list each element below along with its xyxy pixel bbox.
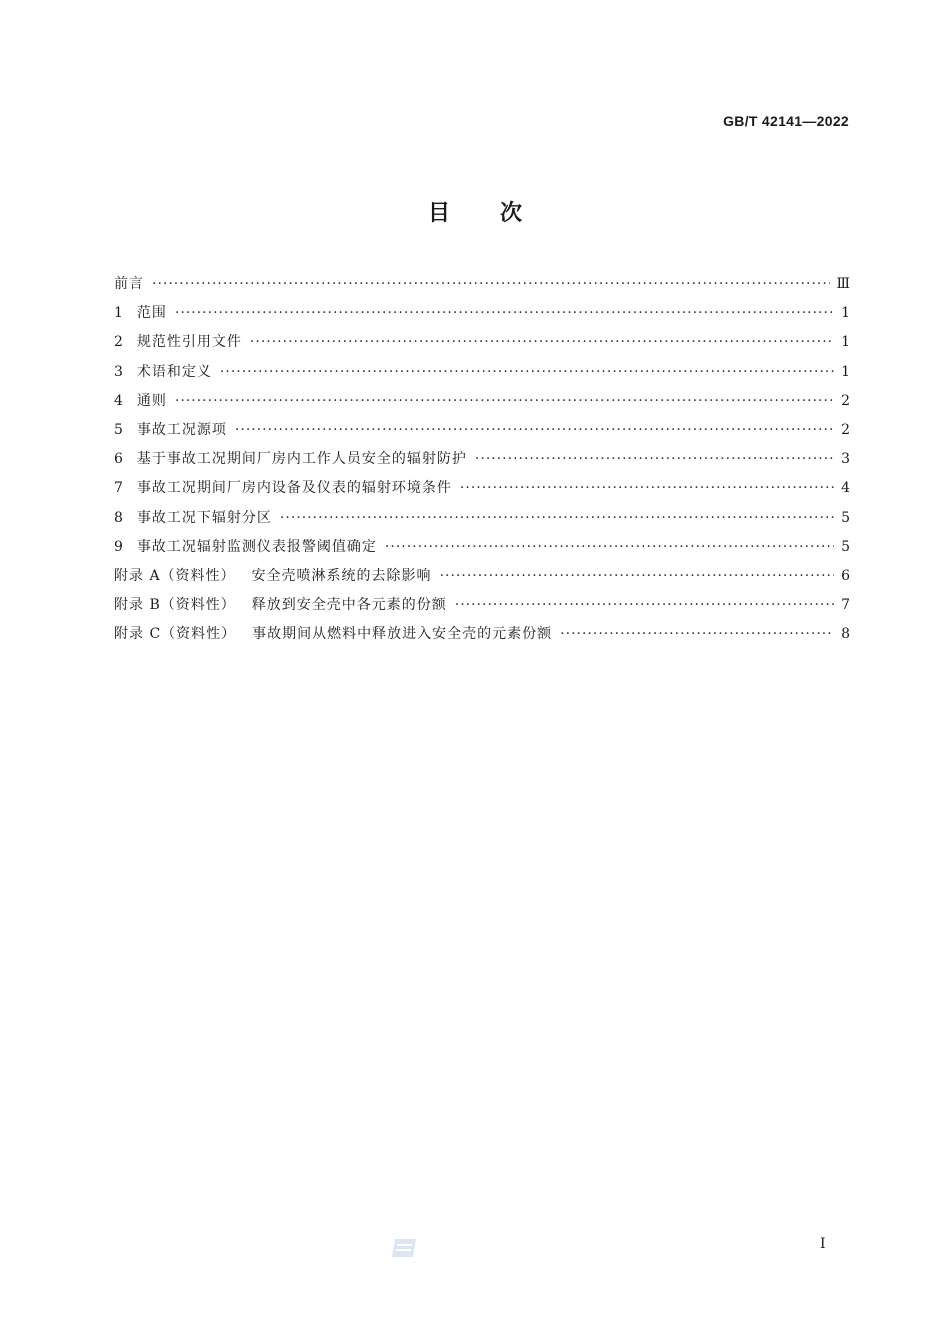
toc-entry-page: 6 — [841, 567, 850, 584]
toc-entry-9[interactable] — [114, 533, 850, 562]
toc-entry-page: 5 — [841, 509, 850, 526]
toc-leader-dots — [460, 474, 834, 503]
toc-entry-number: 5 — [114, 421, 123, 438]
page-number: I — [820, 1236, 826, 1252]
toc-entry-label: 通则 — [136, 392, 167, 409]
toc-entry-label: 事故工况下辐射分区 — [136, 509, 272, 526]
toc-entry-number: 1 — [114, 305, 123, 322]
toc-entry-label: 规范性引用文件 — [136, 334, 242, 351]
appendix-title: 释放到安全壳中各元素的份额 — [251, 597, 447, 614]
toc-leader-dots — [235, 416, 834, 445]
toc-leader-dots — [152, 270, 830, 299]
toc-leader-dots — [455, 591, 834, 620]
toc-entry-appendix-c[interactable] — [114, 620, 850, 649]
toc-entry-5[interactable] — [114, 416, 850, 445]
toc-leader-dots — [250, 328, 834, 357]
toc-leader-dots — [560, 620, 834, 649]
toc-entry-foreword[interactable] — [114, 270, 850, 299]
toc-entry-label: 事故工况源项 — [136, 421, 227, 438]
appendix-prefix: 附录 C（资料性） — [114, 626, 237, 643]
toc-title: 目次 — [427, 201, 572, 226]
toc-entry-label — [114, 620, 552, 649]
table-of-contents — [114, 270, 850, 649]
toc-entry-8[interactable] — [114, 504, 850, 533]
toc-leader-dots — [175, 299, 834, 328]
appendix-title: 安全壳喷淋系统的去除影响 — [251, 567, 432, 584]
toc-entry-page: 1 — [841, 363, 850, 380]
toc-entry-page: 5 — [841, 538, 850, 555]
toc-entry-label: 术语和定义 — [136, 363, 212, 380]
toc-entry-page: 4 — [841, 480, 850, 497]
toc-entry-label — [114, 591, 447, 620]
toc-entry-number: 6 — [114, 451, 123, 468]
toc-entry-number: 4 — [114, 392, 123, 409]
document-code: GB/T 42141—2022 — [723, 113, 849, 129]
toc-leader-dots — [280, 504, 834, 533]
toc-entry-number: 9 — [114, 538, 123, 555]
appendix-prefix: 附录 B（资料性） — [114, 597, 236, 614]
toc-leader-dots — [385, 533, 834, 562]
toc-entry-appendix-b[interactable] — [114, 591, 850, 620]
toc-entry-page: 7 — [841, 597, 850, 614]
toc-entry-7[interactable] — [114, 474, 850, 503]
toc-entry-1[interactable] — [114, 299, 850, 328]
appendix-prefix: 附录 A（资料性） — [114, 567, 236, 584]
toc-entry-page: 8 — [841, 626, 850, 643]
appendix-title: 事故期间从燃料中释放进入安全壳的元素份额 — [252, 626, 553, 643]
toc-entry-2[interactable] — [114, 328, 850, 357]
toc-entry-3[interactable] — [114, 358, 850, 387]
toc-entry-number: 7 — [114, 480, 123, 497]
toc-entry-page: 3 — [841, 451, 850, 468]
toc-entry-appendix-a[interactable] — [114, 562, 850, 591]
toc-entry-label: 事故工况期间厂房内设备及仪表的辐射环境条件 — [136, 480, 452, 497]
toc-entry-page: 2 — [841, 421, 850, 438]
toc-entry-label: 事故工况辐射监测仪表报警阈值确定 — [136, 538, 377, 555]
toc-entry-page: Ⅲ — [836, 276, 850, 292]
toc-entry-label: 基于事故工况期间厂房内工作人员安全的辐射防护 — [136, 451, 467, 468]
toc-entry-number: 8 — [114, 509, 123, 526]
toc-entry-page: 2 — [841, 392, 850, 409]
sac-logo-icon — [390, 1236, 418, 1260]
toc-leader-dots — [475, 445, 834, 474]
toc-entry-label — [114, 562, 432, 591]
toc-entry-6[interactable] — [114, 445, 850, 474]
toc-leader-dots — [175, 387, 834, 416]
toc-entry-4[interactable] — [114, 387, 850, 416]
toc-leader-dots — [440, 562, 834, 591]
toc-entry-number: 2 — [114, 334, 123, 351]
toc-entry-label: 范围 — [136, 305, 167, 322]
toc-entry-page: 1 — [841, 334, 850, 351]
toc-leader-dots — [220, 358, 834, 387]
toc-entry-label: 前言 — [114, 276, 144, 292]
toc-entry-number: 3 — [114, 363, 123, 380]
toc-entry-page: 1 — [841, 305, 850, 322]
